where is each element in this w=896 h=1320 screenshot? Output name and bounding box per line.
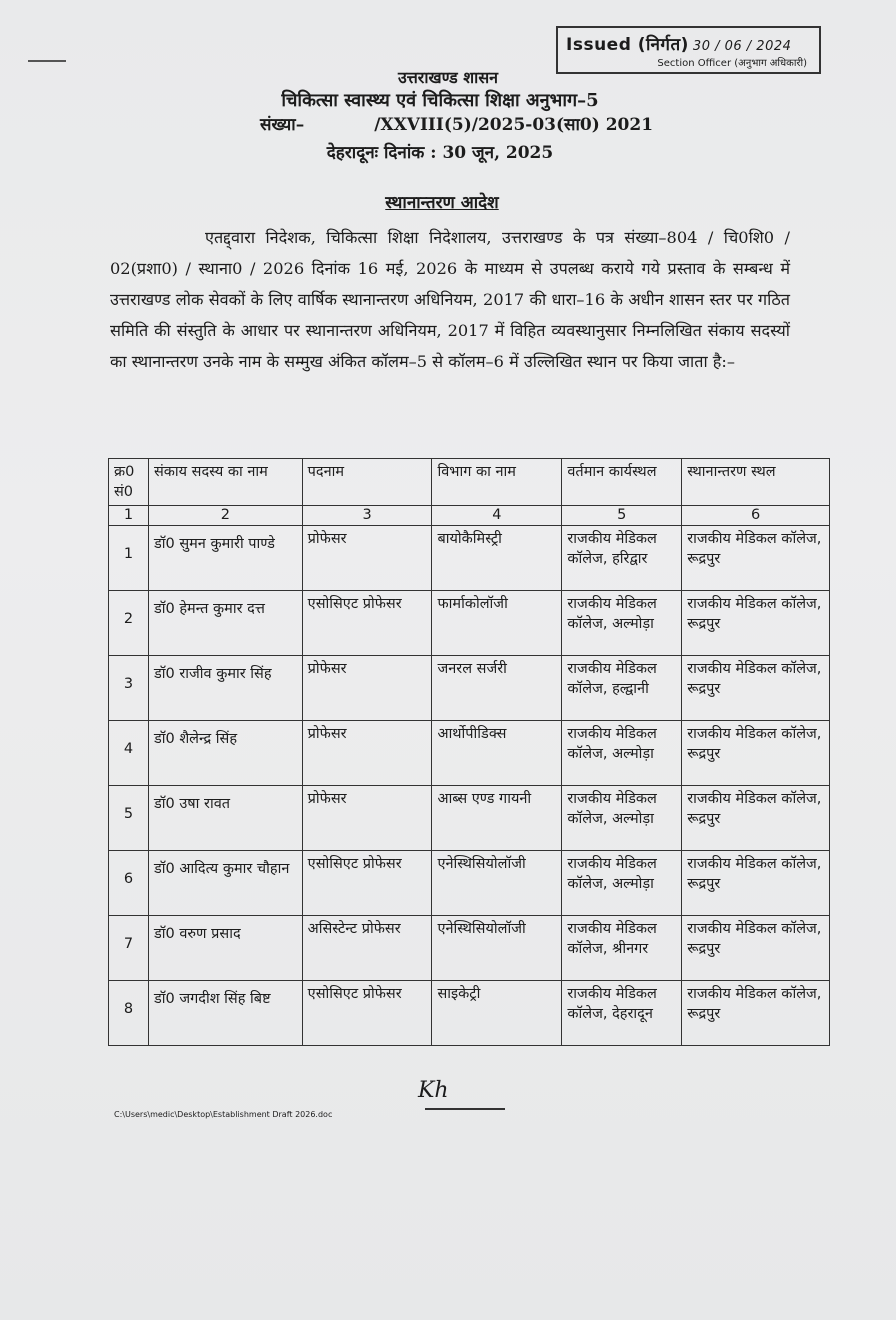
- cell-transfer: राजकीय मेडिकल कॉलेज, रूद्रपुर: [682, 591, 830, 656]
- cell-dept: बायोकैमिस्ट्री: [432, 526, 562, 591]
- cell-name: डॉ0 जगदीश सिंह बिष्ट: [148, 981, 302, 1046]
- cell-name: डॉ0 उषा रावत: [148, 786, 302, 851]
- cell-designation: असिस्टेन्ट प्रोफेसर: [302, 916, 432, 981]
- cell-current: राजकीय मेडिकल कॉलेज, देहरादून: [562, 981, 682, 1046]
- header-cell: पदनाम: [302, 459, 432, 506]
- cell-current: राजकीय मेडिकल कॉलेज, अल्मोड़ा: [562, 786, 682, 851]
- cell-designation: प्रोफेसर: [302, 526, 432, 591]
- index-cell: 6: [682, 506, 830, 526]
- number-label: संख्या–: [260, 115, 305, 135]
- cell-current: राजकीय मेडिकल कॉलेज, श्रीनगर: [562, 916, 682, 981]
- cell-designation: एसोसिएट प्रोफेसर: [302, 981, 432, 1046]
- cell-current: राजकीय मेडिकल कॉलेज, अल्मोड़ा: [562, 721, 682, 786]
- cell-sn: 2: [109, 591, 149, 656]
- table-row: [109, 851, 830, 916]
- file-path: C:\Users\medic\Desktop\Establishment Draft 2026.doc: [114, 1110, 333, 1119]
- cell-current: राजकीय मेडिकल कॉलेज, हरिद्वार: [562, 526, 682, 591]
- stamp-date: 30 / 06 / 2024: [692, 39, 792, 54]
- number-ref: /XXVIII(5)/2025-03(सा0) 2021: [374, 115, 654, 135]
- table-row: [109, 981, 830, 1046]
- header-cell: स्थानान्तरण स्थल: [682, 459, 830, 506]
- header-cell: संकाय सदस्य का नाम: [148, 459, 302, 506]
- cell-sn: 3: [109, 656, 149, 721]
- margin-mark: [28, 60, 66, 62]
- cell-designation: प्रोफेसर: [302, 786, 432, 851]
- cell-transfer: राजकीय मेडिकल कॉलेज, रूद्रपुर: [682, 721, 830, 786]
- cell-transfer: राजकीय मेडिकल कॉलेज, रूद्रपुर: [682, 786, 830, 851]
- index-cell: 4: [432, 506, 562, 526]
- department-heading: चिकित्सा स्वास्थ्य एवं चिकित्सा शिक्षा अनुभाग–5: [281, 90, 599, 111]
- cell-designation: एसोसिएट प्रोफेसर: [302, 851, 432, 916]
- signature: Kh: [418, 1078, 449, 1103]
- header-cell: क्र0 सं0: [109, 459, 149, 506]
- header-cell: विभाग का नाम: [432, 459, 562, 506]
- cell-transfer: राजकीय मेडिकल कॉलेज, रूद्रपुर: [682, 526, 830, 591]
- column-index-row: [109, 506, 830, 526]
- cell-current: राजकीय मेडिकल कॉलेज, अल्मोड़ा: [562, 851, 682, 916]
- cell-name: डॉ0 हेमन्त कुमार दत्त: [148, 591, 302, 656]
- cell-name: डॉ0 सुमन कुमारी पाण्डे: [148, 526, 302, 591]
- cell-transfer: राजकीय मेडिकल कॉलेज, रूद्रपुर: [682, 851, 830, 916]
- index-cell: 3: [302, 506, 432, 526]
- cell-designation: एसोसिएट प्रोफेसर: [302, 591, 432, 656]
- table-row: [109, 786, 830, 851]
- cell-sn: 5: [109, 786, 149, 851]
- index-cell: 2: [148, 506, 302, 526]
- index-cell: 1: [109, 506, 149, 526]
- signature-line: [425, 1108, 505, 1110]
- table-row: [109, 591, 830, 656]
- cell-dept: आब्स एण्ड गायनी: [432, 786, 562, 851]
- order-title: स्थानान्तरण आदेश: [385, 193, 499, 213]
- cell-designation: प्रोफेसर: [302, 721, 432, 786]
- stamp-officer: Section Officer (अनुभाग अधिकारी): [657, 58, 807, 69]
- govt-heading: उत्तराखण्ड शासन: [397, 68, 499, 87]
- cell-name: डॉ0 राजीव कुमार सिंह: [148, 656, 302, 721]
- table-row: [109, 526, 830, 591]
- table-row: [109, 916, 830, 981]
- cell-dept: साइकेट्री: [432, 981, 562, 1046]
- cell-transfer: राजकीय मेडिकल कॉलेज, रूद्रपुर: [682, 981, 830, 1046]
- cell-sn: 6: [109, 851, 149, 916]
- cell-name: डॉ0 वरुण प्रसाद: [148, 916, 302, 981]
- order-number: [260, 112, 653, 135]
- cell-transfer: राजकीय मेडिकल कॉलेज, रूद्रपुर: [682, 656, 830, 721]
- cell-sn: 7: [109, 916, 149, 981]
- cell-dept: एनेस्थिसियोलॉजी: [432, 851, 562, 916]
- cell-dept: आर्थोपीडिक्स: [432, 721, 562, 786]
- stamp-label: Issued (निर्गत): [566, 35, 689, 55]
- cell-designation: प्रोफेसर: [302, 656, 432, 721]
- index-cell: 5: [562, 506, 682, 526]
- cell-name: डॉ0 शैलेन्द्र सिंह: [148, 721, 302, 786]
- cell-current: राजकीय मेडिकल कॉलेज, अल्मोड़ा: [562, 591, 682, 656]
- table-row: [109, 721, 830, 786]
- cell-name: डॉ0 आदित्य कुमार चौहान: [148, 851, 302, 916]
- order-paragraph: [110, 222, 790, 377]
- cell-transfer: राजकीय मेडिकल कॉलेज, रूद्रपुर: [682, 916, 830, 981]
- transfer-table: [108, 458, 830, 1046]
- header-cell: वर्तमान कार्यस्थल: [562, 459, 682, 506]
- cell-current: राजकीय मेडिकल कॉलेज, हल्द्वानी: [562, 656, 682, 721]
- cell-dept: एनेस्थिसियोलॉजी: [432, 916, 562, 981]
- table-row: [109, 656, 830, 721]
- cell-sn: 8: [109, 981, 149, 1046]
- table-header-row: [109, 459, 830, 506]
- paragraph-text: एतद्द्वारा निदेशक, चिकित्सा शिक्षा निदेशालय, उत्तराखण्ड के पत्र संख्या–804 / चि0शि0 / 02(प्रशा0) / स्थाना0 / 2026 दिनांक 16 मई, 2026 के माध्यम से उपलब्ध कराये गये प्रस्ताव के सम्बन्ध में उत्तराखण्ड लोक सेवकों के लिए वार्षिक स्थानान्तरण अधिनियम, 2017 की धारा–16 के अधीन शासन स्तर पर गठित समिति की संस्तुति के आधार पर स्थानान्तरण अधिनियम, 2017 में विहित व्यवस्थानुसार निम्नलिखित संकाय सदस्यों का स्थानान्तरण उनके नाम के सम्मुख अंकित कॉलम–5 से कॉलम–6 में उल्लिखित स्थान पर किया जाता है:–: [110, 228, 790, 371]
- place-date: देहरादूनः दिनांक : 30 जून, 2025: [326, 143, 554, 163]
- cell-sn: 1: [109, 526, 149, 591]
- cell-dept: फार्माकोलॉजी: [432, 591, 562, 656]
- cell-dept: जनरल सर्जरी: [432, 656, 562, 721]
- cell-sn: 4: [109, 721, 149, 786]
